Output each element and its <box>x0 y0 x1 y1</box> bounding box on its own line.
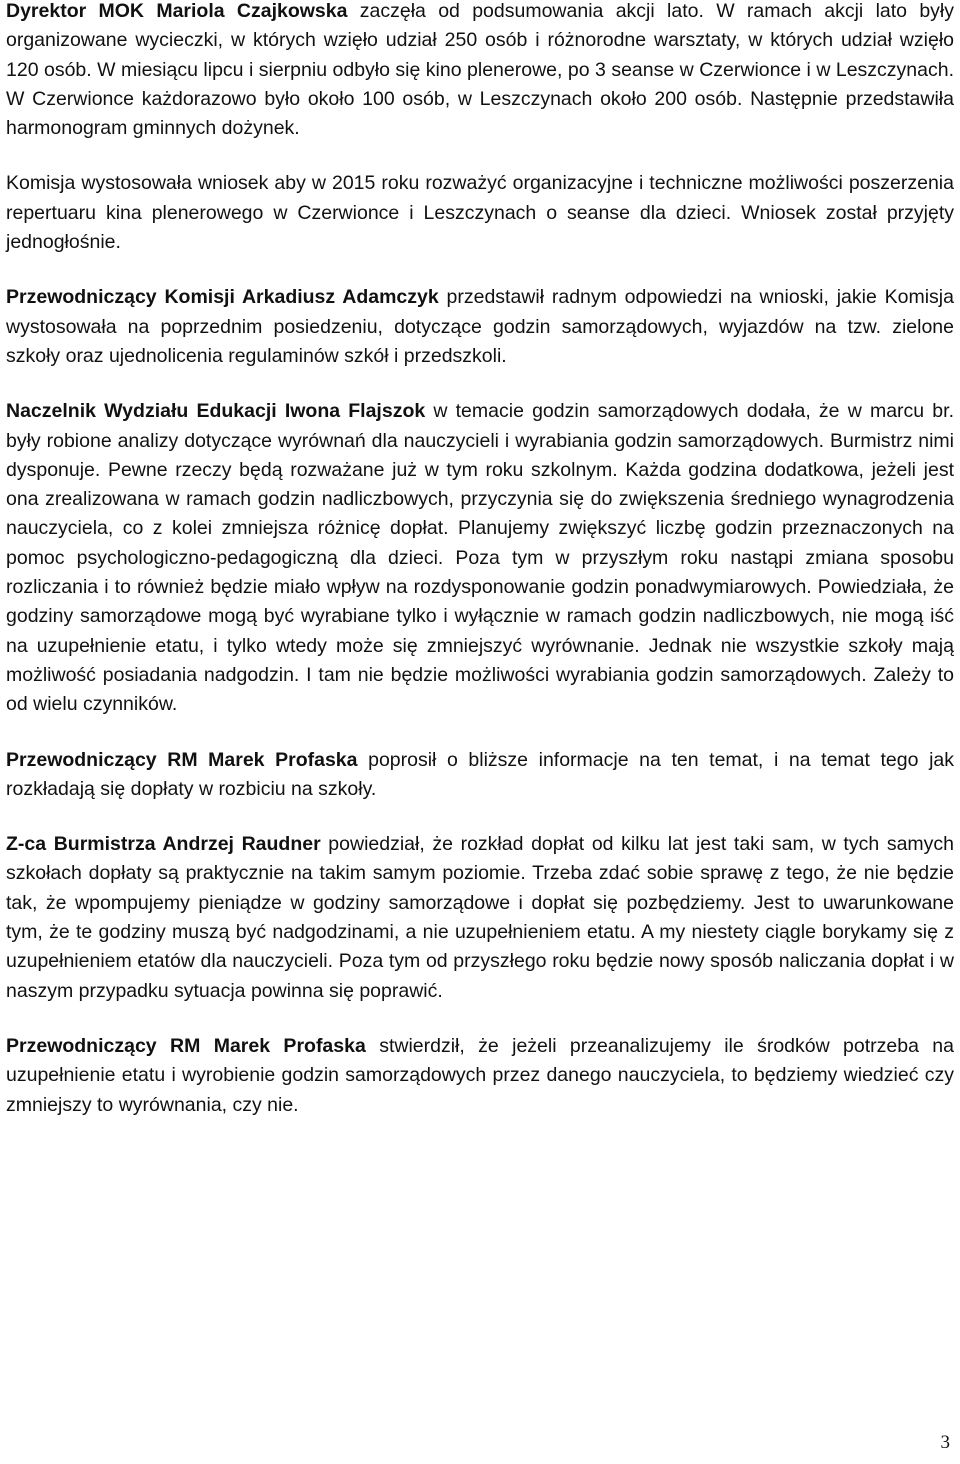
paragraph-text: powiedział, że rozkład dopłat od kilku lat jest taki sam, w tych samych szkołach dopłaty są praktycznie na takim samym poziomie. Trzeba zdać sobie sprawę z tego, że nie będzie tak, że wpompujemy pieniądze w godziny samorządowe i dopłat się pozbędziemy. Jest to uwarunkowane tym, że te godziny muszą być nadgodzinami, a nie uzupełnieniem etatu. A my niestety ciągle borykamy się z uzupełnieniem etatów dla nauczycieli. Poza tym od przyszłego roku będzie nowy sposób naliczania dopłat i w naszym przypadku sytuacja powinna się poprawić. <box>6 833 954 1002</box>
paragraph-text: stwierdził, że jeżeli przeanalizujemy ile środków potrzeba na uzupełnienie etatu i wyrobienie godzin samorządowych przez danego nauczyciela, to będziemy wiedzieć czy zmniejszy to wyrównania, czy nie. <box>6 1034 954 1116</box>
paragraph-deputy-mayor <box>6 830 954 1006</box>
paragraph-commission-chairman <box>6 283 954 371</box>
speaker-name: Z-ca Burmistrza Andrzej Raudner <box>6 833 321 856</box>
page-number: 3 <box>940 1432 950 1453</box>
paragraph-council-chairman-request <box>6 746 954 805</box>
paragraph-text: zaczęła od podsumowania akcji lato. W ramach akcji lato były organizowane wycieczki, w których wzięło udział 250 osób i różnorodne warsztaty, w których udział wzięło 120 osób. W miesiącu lipcu i sierpniu odbyło się kino plenerowe, po 3 seanse w Czerwionce i w Leszczynach. W Czerwionce każdorazowo było około 100 osób, w Leszczynach około 200 osób. Następnie przedstawiła harmonogram gminnych dożynek. <box>6 0 954 140</box>
speaker-name: Przewodniczący RM Marek Profaska <box>6 748 358 771</box>
paragraph-text: w temacie godzin samorządowych dodała, że w marcu br. były robione analizy dotyczące wyrównań dla nauczycieli i wyrabiania godzin samorządowych. Burmistrz nimi dysponuje. Pewne rzeczy będą rozważane już w tym roku szkolnym. Każda godzina dodatkowa, jeżeli jest ona zrealizowana w ramach godzin nadliczbowych, przyczynia się do zwiększenia średniego wynagrodzenia nauczyciela, co z kolei zmniejsza różnicę dopłat. Planujemy zwiększyć liczbę godzin przeznaczonych na pomoc psychologiczno-pedagogiczną dla dzieci. Poza tym w przyszłym roku nastąpi zmiana sposobu rozliczania i to również będzie miało wpływ na rozdysponowanie godzin ponadwymiarowych. Powiedziała, że godziny samorządowe mogą być wyrabiane tylko i wyłącznie w ramach godzin nadliczbowych, nie mogą iść na uzupełnienie etatu, i tylko wtedy może się zmniejszyć wyrównanie. Jednak nie wszystkie szkoły mają możliwość posiadania nadgodzin. I tam nie będzie możliwości wyrabiania godzin samorządowych. Zależy to od wielu czynników. <box>6 400 954 716</box>
paragraph-mok-director <box>6 0 954 143</box>
speaker-name: Naczelnik Wydziału Edukacji Iwona Flajszok <box>6 400 426 423</box>
speaker-name: Przewodniczący RM Marek Profaska <box>6 1034 366 1057</box>
paragraph-text: Komisja wystosowała wniosek aby w 2015 roku rozważyć organizacyjne i techniczne możliwości poszerzenia repertuaru kina plenerowego w Czerwionce i Leszczynach o seanse dla dzieci. Wniosek został przyjęty jednogłośnie. <box>6 172 954 254</box>
speaker-name: Przewodniczący Komisji Arkadiusz Adamczyk <box>6 286 439 309</box>
document-page <box>6 0 954 1146</box>
paragraph-text: poprosił o bliższe informacje na ten temat, i na temat tego jak rozkładają się dopłaty w rozbiciu na szkoły. <box>6 748 954 800</box>
paragraph-commission-motion <box>6 169 954 257</box>
speaker-name: Dyrektor MOK Mariola Czajkowska <box>6 0 348 22</box>
paragraph-text: przedstawił radnym odpowiedzi na wnioski, jakie Komisja wystosowała na poprzednim posiedzeniu, dotyczące godzin samorządowych, wyjazdów na tzw. zielone szkoły oraz ujednolicenia regulaminów szkół i przedszkoli. <box>6 286 954 367</box>
paragraph-council-chairman-conclusion <box>6 1032 954 1120</box>
paragraph-education-head <box>6 397 954 719</box>
